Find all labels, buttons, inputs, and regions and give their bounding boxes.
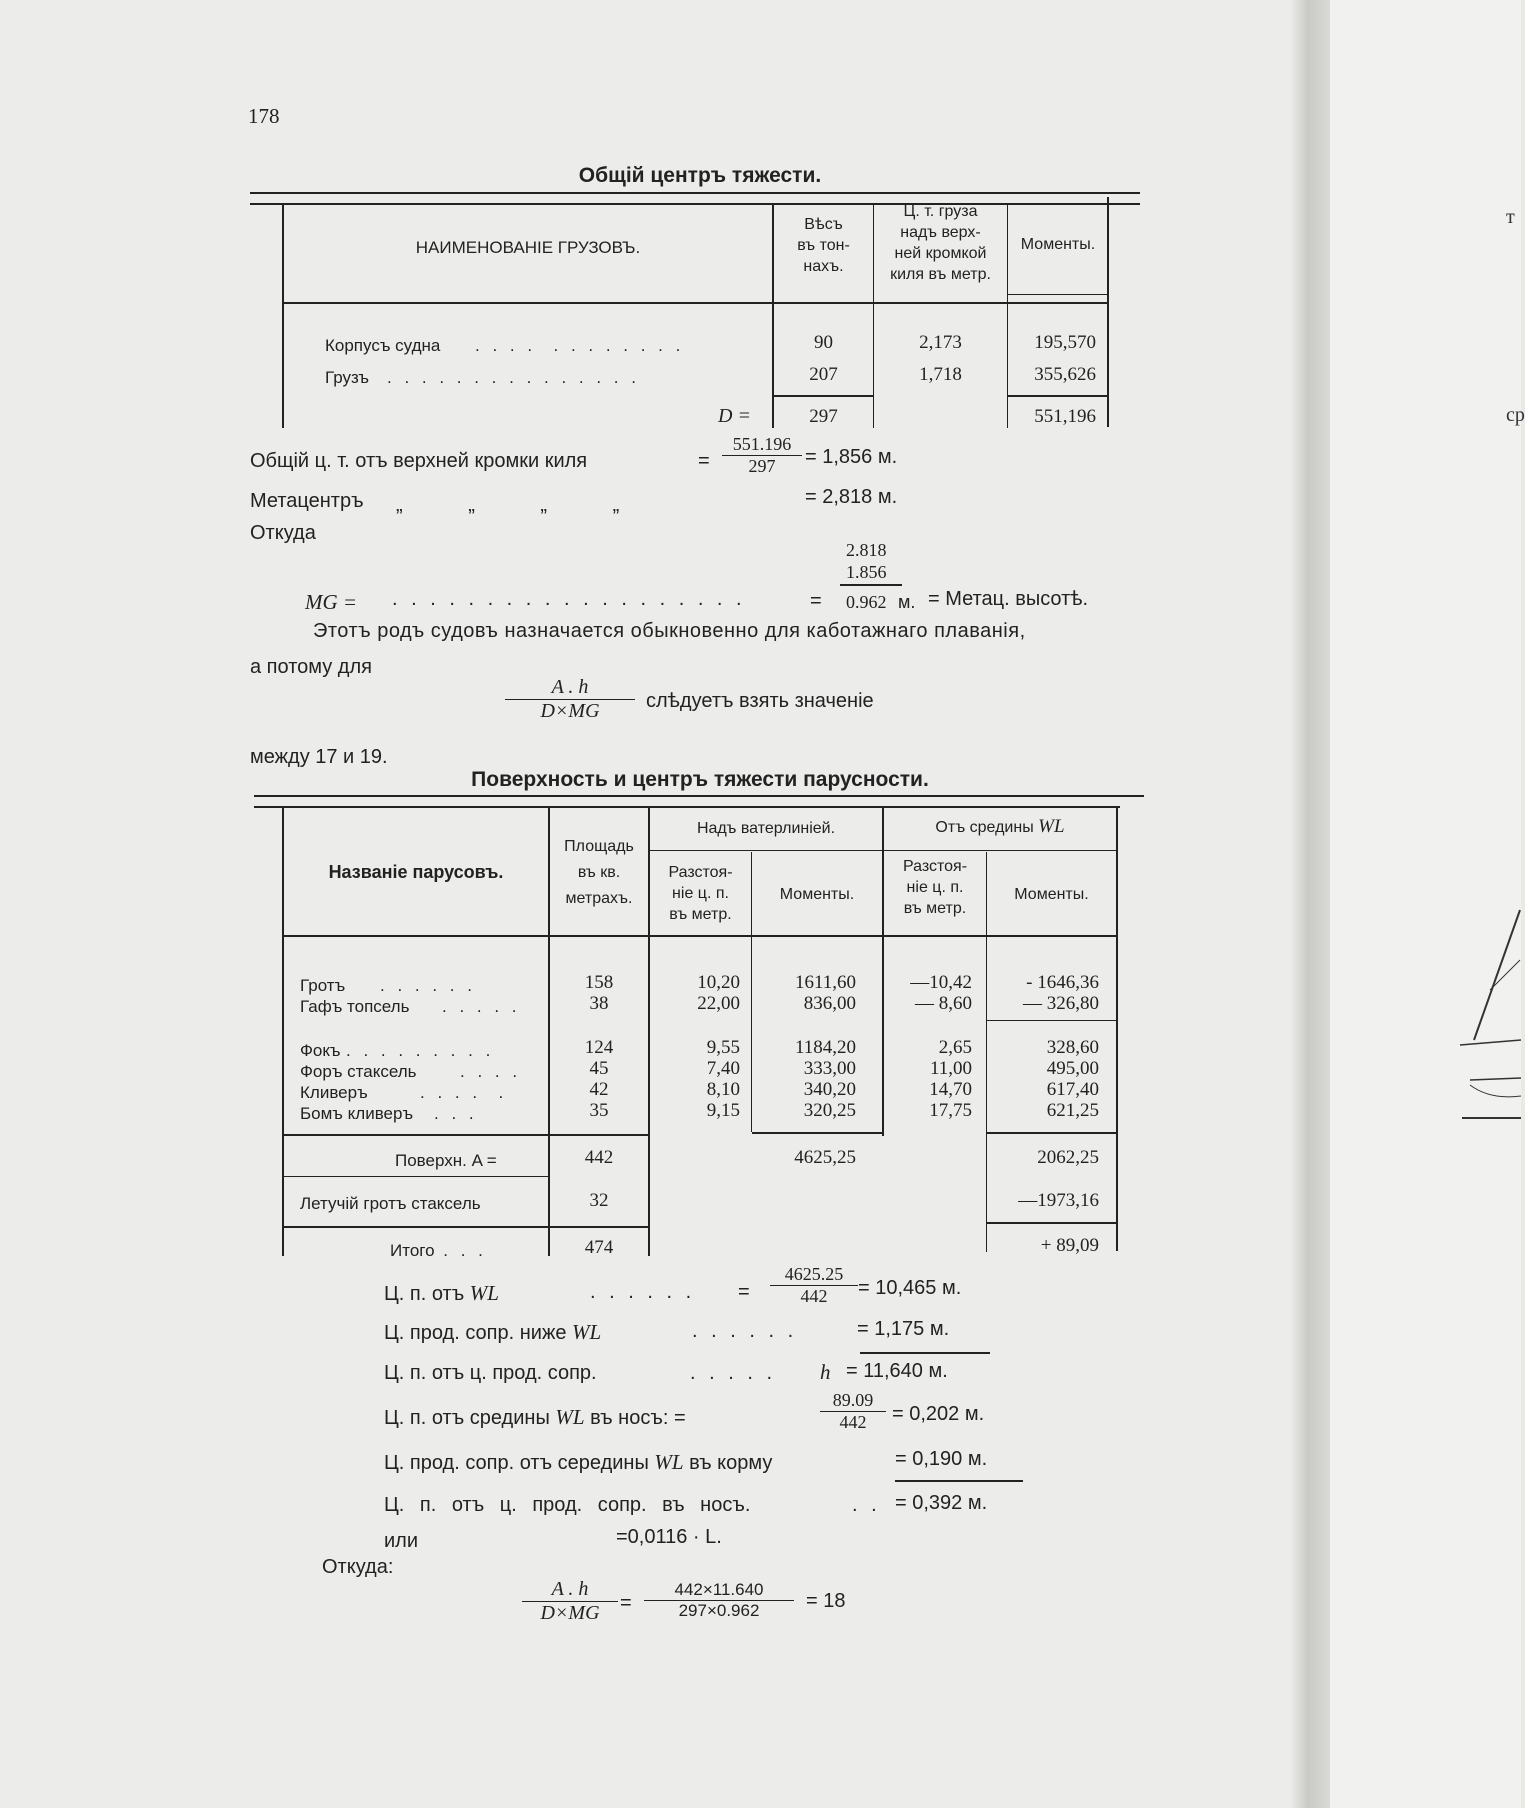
table2-row-hm: 333,00 xyxy=(803,1058,856,1079)
table1-right-border xyxy=(1107,197,1109,427)
calc2-l8-label: Откуда: xyxy=(322,1556,394,1578)
table2-flying-label: Летучій гротъ стаксель xyxy=(300,1194,481,1213)
table2-surface-label: Поверхн. A = xyxy=(395,1151,497,1170)
table2-surface-area: 442 xyxy=(584,1147,614,1168)
table2-sum-rule-name xyxy=(284,1134,548,1136)
calc2-l3-h: h xyxy=(820,1360,831,1384)
table1-row-leader: . . . . . . . . . . . . . . . xyxy=(387,368,640,387)
table1-row-leader: . . . . . . . . . . . . xyxy=(475,336,685,355)
table2-row-dm: 328,60 xyxy=(1046,1037,1099,1058)
table2-row-name: Гротъ xyxy=(300,976,346,995)
table2-surface-rule xyxy=(284,1176,548,1177)
calc2-l3-leader: . . . . . xyxy=(690,1362,777,1384)
table2-total-rule-dm xyxy=(987,1222,1116,1224)
table2-row-dm: 621,25 xyxy=(1046,1100,1099,1121)
table2-row-name: Бомъ кливеръ xyxy=(300,1104,414,1123)
table2-flying-dm: —1973,16 xyxy=(1018,1190,1099,1211)
table2-header-dist-h: Разстоя- ніе ц. п. въ метр. xyxy=(668,864,733,923)
table2-header-name: Названіе парусовъ. xyxy=(328,862,504,882)
table2-row-d: 17,75 xyxy=(929,1100,972,1121)
table2-row-h: 9,55 xyxy=(706,1037,740,1058)
table2-row-leader: . . . xyxy=(434,1104,478,1123)
table2-header-moments-d: Моменты. xyxy=(1014,886,1089,903)
table2-row-d: 2,65 xyxy=(938,1037,972,1058)
table1-header-name: НАИМЕНОВАНІЕ ГРУЗОВЪ. xyxy=(415,238,641,257)
book-spine xyxy=(1290,0,1330,1808)
calc2-l4-fraction: 89.09 442 xyxy=(820,1390,886,1433)
table2-row-area: 35 xyxy=(589,1100,609,1121)
calc1-line2-label: Метацентръ xyxy=(250,490,364,512)
table2-header-area: Площадь въ кв. метрахъ. xyxy=(564,838,634,907)
next-page-fragment: ср xyxy=(1506,404,1525,426)
table1-moment-header-rule xyxy=(1007,294,1107,295)
table2-row-hm: 1611,60 xyxy=(794,972,856,993)
page-number: 178 xyxy=(248,104,280,128)
table2-row-hm: 1184,20 xyxy=(794,1037,856,1058)
table1-total-label: D = xyxy=(718,405,751,427)
calc1-fraction: 551.196 297 xyxy=(722,434,802,477)
paragraph-line2: а потому для xyxy=(250,656,372,678)
table2-row-hm: 340,20 xyxy=(803,1079,856,1100)
calc2-l2-leader: . . . . . . xyxy=(692,1320,798,1342)
table2-row-name: Кливеръ xyxy=(300,1083,368,1102)
table1-left-border xyxy=(282,203,284,428)
table1-total-moment: 551,196 xyxy=(1034,406,1096,427)
table1-sum-rule xyxy=(774,395,873,397)
calc2-l7-label: или xyxy=(384,1530,419,1552)
calc2-l3-label: Ц. п. отъ ц. прод. сопр. xyxy=(384,1362,597,1384)
next-page-edge xyxy=(1330,0,1525,1808)
table2-top-rule xyxy=(254,795,1144,797)
table2-row-dm: 617,40 xyxy=(1046,1079,1099,1100)
next-page-fragment: т xyxy=(1506,206,1515,228)
table2-sum-rule-dm xyxy=(987,1132,1116,1134)
paragraph-line1: Этотъ родъ судовъ назначается обыкновенно для каботажнаго плаванія, xyxy=(313,620,1026,642)
calc2-l5-result: = 0,190 м. xyxy=(895,1448,988,1470)
table2-sum-rule-area xyxy=(550,1134,648,1136)
calc1-line1-label: Общій ц. т. отъ верхней кромки киля xyxy=(250,450,588,472)
table2-total-rule-name xyxy=(284,1226,548,1228)
table2-title: Поверхность и центръ тяжести парусности. xyxy=(471,768,929,791)
table1-row-weight: 207 xyxy=(809,364,838,385)
table2-right-border xyxy=(1116,806,1118,1251)
calc1-sub-mid: 1.856 xyxy=(846,562,887,582)
sailboat-drawing-fragment xyxy=(1460,900,1521,1140)
table1-row-weight: 90 xyxy=(814,332,833,353)
table2-row-name: Фокъ xyxy=(300,1041,341,1060)
table1-sum-rule-2 xyxy=(1007,395,1107,397)
table2-row-h: 10,20 xyxy=(697,972,740,993)
table1-header-cg: Ц. т. груза надъ верх- ней кромкой киля въ метр. xyxy=(890,203,991,283)
table2-row-leader: . . . . . . . . . xyxy=(346,1041,495,1060)
table2-row-leader: . . . . . xyxy=(420,1083,508,1102)
calc2-l1-label: Ц. п. отъ WL xyxy=(384,1281,499,1305)
calc2-l6-leader: . . xyxy=(852,1494,881,1516)
calc2-l1-result: = 10,465 м. xyxy=(858,1277,962,1299)
mg-leader: . . . . . . . . . . . . . . . . . . . xyxy=(392,588,746,610)
calc1-sub-rule xyxy=(840,584,902,586)
table2-total-area: 474 xyxy=(584,1237,614,1258)
table2-total-dm: + 89,09 xyxy=(1040,1235,1099,1256)
table1-header-weight: Вѣсъ въ тон- нахъ. xyxy=(797,216,850,275)
table2-row-hm: 320,25 xyxy=(803,1100,856,1121)
table2-subheader-rule xyxy=(650,850,1116,851)
table2-top-rule-2 xyxy=(254,806,1120,808)
calc2-l7-result: =0,0116 · L. xyxy=(616,1526,722,1548)
table2-row-d: 14,70 xyxy=(929,1079,972,1100)
table2-header-moments-h: Моменты. xyxy=(779,886,855,903)
table2-row-name: Гафъ топсель xyxy=(300,997,410,1016)
final-fraction-left: A . h D×MG xyxy=(522,1578,618,1625)
table2-row-area: 45 xyxy=(589,1058,609,1079)
calc1-line2-result: = 2,818 м. xyxy=(805,486,898,508)
calc2-l5-rule xyxy=(895,1480,1023,1482)
table2-row-dm: 495,00 xyxy=(1046,1058,1099,1079)
calc2-l5-label: Ц. прод. сопр. отъ середины WL въ корму xyxy=(384,1450,773,1474)
table1-row-cg: 2,173 xyxy=(919,332,962,353)
table1-header-moments: Моменты. xyxy=(1020,236,1096,253)
calc1-line2-quotes: „ „ „ „ xyxy=(396,494,620,516)
table2-row-h: 7,40 xyxy=(706,1058,740,1079)
table2-row-leader: . . . . . . xyxy=(380,976,476,995)
table2-row-area: 42 xyxy=(589,1079,609,1100)
table1-row-moment: 195,570 xyxy=(1034,332,1096,353)
table2-flying-area: 32 xyxy=(589,1190,609,1211)
calc2-l4-label: Ц. п. отъ средины WL въ носъ: = xyxy=(384,1405,686,1429)
table2-row-area: 124 xyxy=(584,1037,614,1058)
table2-header-dist-d: Разстоя- ніе ц. п. въ метр. xyxy=(902,858,968,917)
calc2-l1-fraction: 4625.25 442 xyxy=(770,1264,858,1307)
table2-total-label: Итого . . . xyxy=(390,1241,487,1260)
table2-row-d: — 8,60 xyxy=(915,993,972,1014)
calc2-l6-result: = 0,392 м. xyxy=(895,1492,988,1514)
table2-row-h: 9,15 xyxy=(706,1100,740,1121)
paragraph-fraction: A . h D×MG xyxy=(505,676,635,723)
table1-row-cg: 1,718 xyxy=(919,364,962,385)
table2-row-leader: . . . . . xyxy=(442,997,521,1016)
calc2-l1-eq: = xyxy=(738,1281,750,1303)
table2-surface-dm: 2062,25 xyxy=(1037,1147,1099,1168)
table2-row-area: 38 xyxy=(589,993,609,1014)
table2-header-from-mid: Отъ средины WL xyxy=(935,816,1065,837)
table1-row-name: Корпусъ судна xyxy=(325,336,441,355)
calc2-l2-label: Ц. прод. сопр. ниже WL xyxy=(384,1320,602,1344)
table2-surface-hm: 4625,25 xyxy=(794,1147,856,1168)
calc2-l1-leader: . . . . . . xyxy=(590,1281,696,1303)
mg-value: 0.962 xyxy=(846,592,887,612)
paragraph-line3: между 17 и 19. xyxy=(250,746,388,768)
calc1-line1-result: = 1,856 м. xyxy=(805,446,898,468)
table1-top-rule xyxy=(250,192,1140,194)
table2-row-d: —10,42 xyxy=(910,972,972,993)
mg-unit: м. xyxy=(898,592,916,612)
table1-total-weight: 297 xyxy=(809,406,838,427)
table2-row-name: Форъ стаксель xyxy=(300,1062,417,1081)
table2-row-d: 11,00 xyxy=(929,1058,972,1079)
table2-sum-rule-hm xyxy=(752,1132,884,1134)
mg-result-text: = Метац. высотѣ. xyxy=(928,588,1089,610)
paragraph-after: слѣдуетъ взять значеніе xyxy=(646,690,874,712)
calc1-line3-label: Откуда xyxy=(250,522,316,544)
final-fraction-right: 442×11.640 297×0.962 xyxy=(644,1580,794,1621)
table2-row-dm: - 1646,36 xyxy=(1026,972,1099,993)
table1-row-moment: 355,626 xyxy=(1034,364,1096,385)
table2-total-rule-area xyxy=(550,1226,648,1228)
table1-row-name: Грузъ xyxy=(325,368,370,387)
table2-header-above-wl: Надъ ватерлиніей. xyxy=(696,820,836,837)
calc1-eq: = xyxy=(698,450,710,472)
calc1-sub-top: 2.818 xyxy=(846,540,887,560)
final-result: = 18 xyxy=(806,1590,846,1612)
calc2-l6-label: Ц. п. отъ ц. прод. сопр. въ носъ. xyxy=(384,1494,751,1516)
table2-group-rule xyxy=(987,1020,1116,1021)
table2-row-hm: 836,00 xyxy=(803,993,856,1014)
calc2-l2-result: = 1,175 м. xyxy=(857,1318,950,1340)
final-eq: = xyxy=(620,1592,632,1614)
table2-row-area: 158 xyxy=(584,972,614,993)
calc2-l4-result: = 0,202 м. xyxy=(892,1403,985,1425)
calc2-l2-rule xyxy=(860,1352,990,1354)
table2-row-h: 8,10 xyxy=(706,1079,740,1100)
table2-row-leader: . . . . xyxy=(460,1062,522,1081)
mg-eq: = xyxy=(810,590,822,612)
mg-label: MG = xyxy=(305,590,358,614)
calc2-l3-result: = 11,640 м. xyxy=(846,1360,948,1382)
table2-row-h: 22,00 xyxy=(697,993,740,1014)
table1-title: Общій центръ тяжести. xyxy=(578,164,822,187)
table1-header-rule xyxy=(284,302,1107,304)
table2-row-dm: — 326,80 xyxy=(1023,993,1099,1014)
table2-header-rule xyxy=(284,935,1116,937)
